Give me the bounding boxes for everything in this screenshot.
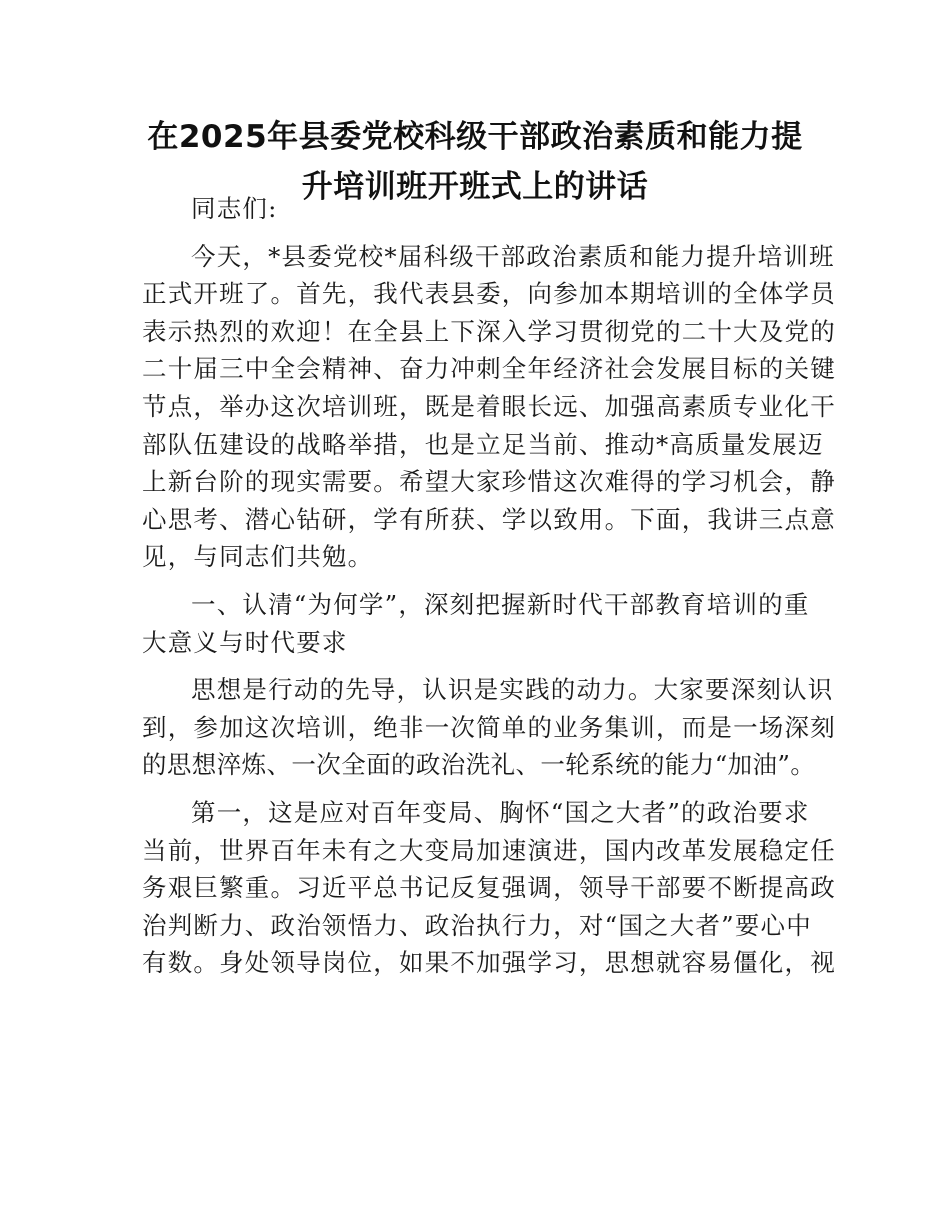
paragraph-line: 心思考、潜心钻研，学有所获、学以致用。下面，我讲三点意	[142, 504, 836, 534]
heading-line: 一、认清“为何学”，深刻把握新时代干部教育培训的重	[191, 589, 810, 619]
title-line-2: 升培训班开班式上的讲话	[301, 169, 649, 205]
paragraph-line: 表示热烈的欢迎！在全县上下深入学习贯彻党的二十大及党的	[142, 316, 836, 346]
paragraph-thinking	[142, 671, 836, 784]
paragraph-first-point	[142, 794, 836, 982]
paragraph-opening	[142, 238, 836, 576]
paragraph-line: 今天，*县委党校*届科级干部政治素质和能力提升培训班	[191, 241, 835, 271]
paragraph-line: 第一，这是应对百年变局、胸怀“国之大者”的政治要求	[191, 797, 810, 827]
heading-line: 大意义与时代要求	[142, 627, 348, 657]
paragraph-line: 二十届三中全会精神、奋力冲刺全年经济社会发展目标的关键	[142, 354, 836, 384]
paragraph-line: 上新台阶的现实需要。希望大家珍惜这次难得的学习机会，静	[142, 467, 836, 497]
salutation	[142, 190, 822, 228]
paragraph-line: 思想是行动的先导，认识是实践的动力。大家要深刻认识	[191, 675, 834, 705]
paragraph-line: 节点，举办这次培训班，既是着眼长远、加强高素质专业化干	[142, 391, 836, 421]
paragraph-line: 务艰巨繁重。习近平总书记反复强调，领导干部要不断提高政	[142, 873, 836, 903]
title-line-1: 在2025年县委党校科级干部政治素质和能力提	[147, 119, 803, 155]
salutation-text: 同志们:	[191, 194, 278, 223]
paragraph-line: 治判断力、政治领悟力、政治执行力，对“国之大者”要心中	[142, 910, 812, 940]
document-body	[142, 190, 836, 992]
paragraph-line: 到，参加这次培训，绝非一次简单的业务集训，而是一场深刻	[142, 712, 836, 742]
paragraph-line: 的思想淬炼、一次全面的政治洗礼、一轮系统的能力“加油”。	[142, 750, 816, 780]
section-heading-1	[142, 586, 822, 661]
paragraph-line: 有数。身处领导岗位，如果不加强学习，思想就容易僵化，视	[142, 948, 836, 978]
paragraph-line: 正式开班了。首先，我代表县委，向参加本期培训的全体学员	[142, 279, 836, 309]
paragraph-line: 见，与同志们共勉。	[142, 542, 374, 572]
paragraph-line: 当前，世界百年未有之大变局加速演进，国内改革发展稳定任	[142, 835, 836, 865]
paragraph-line: 部队伍建设的战略举措，也是立足当前、推动*高质量发展迈	[142, 429, 824, 459]
